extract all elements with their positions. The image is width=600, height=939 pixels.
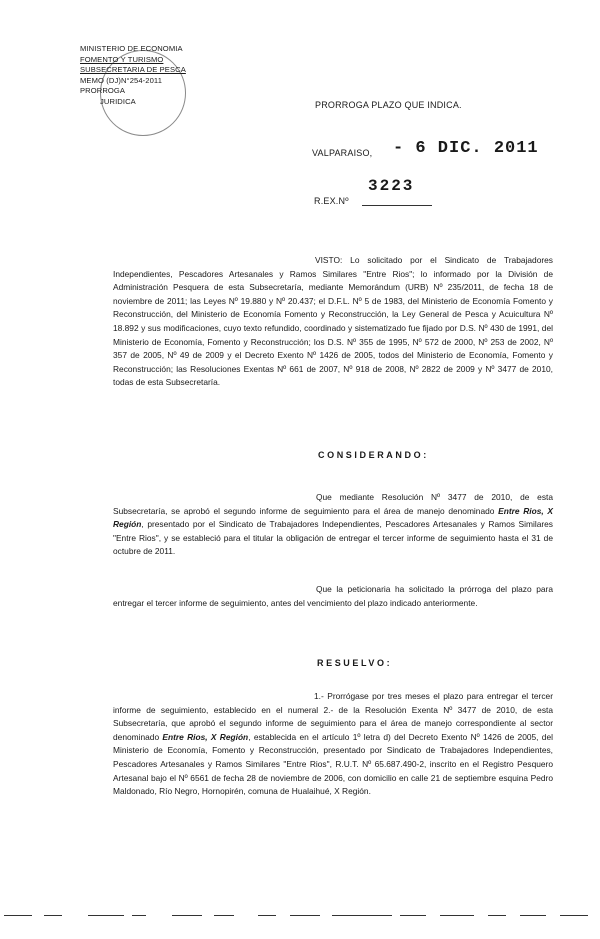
- resolution-underline: [362, 205, 432, 206]
- round-seal-icon: [100, 50, 186, 136]
- stamp-line-subsecretaria: SUBSECRETARIA DE PESCA: [80, 65, 186, 74]
- considerando-heading: CONSIDERANDO:: [318, 450, 429, 460]
- resuelvo-paragraph-1: [113, 690, 553, 799]
- considerando-paragraph-2: Que la peticionaria ha solicitado la prórroga del plazo para entregar el tercer informe de seguimiento, antes del vencimiento del plazo indicado anteriormente.: [113, 584, 553, 608]
- resolution-label: R.EX.Nº: [314, 196, 349, 206]
- resuelvo-p1-area-name: Entre Rios, X Región: [162, 731, 249, 742]
- stamp-line-juridica: JURIDICA: [100, 96, 136, 106]
- considerando-paragraph-1: [113, 491, 553, 559]
- resuelvo-p1-text-a: 1.- Prorrógase por tres meses el plazo para entregar el tercer informe de seguimiento, establecido en el numeral 2.- de la Resolución Exenta Nº 3477 de 2010, de esta Subsecretaría, que aprobó el segundo informe de seguimiento para el área de manejo correspondiente al sector denominado: [113, 691, 553, 742]
- resuelvo-p1-text-b: , establecida en el artículo 1º letra d) del Decreto Exento Nº 1426 de 2005, del Ministerio de Economía, Fomento y Reconstrucción, presentado por Sindicato de Trabajadores Independientes, Pescadores Artesanales y Ramos Similares "Entre Rios", R.U.T. Nº 65.687.490-2, inscrito en el Registro Pesquero Artesanal bajo el Nº 6561 de fecha 28 de noviembre de 2006, con domicilio en calle 21 de septiembre esquina Pedro Maldonado, Río Negro, Hornopirén, comuna de Hualaihué, X Región.: [113, 731, 553, 797]
- issuer-stamp-block: [80, 44, 198, 107]
- resuelvo-heading: RESUELVO:: [317, 658, 393, 668]
- bottom-scan-edge: [0, 915, 600, 919]
- document-subject: PRORROGA PLAZO QUE INDICA.: [315, 100, 462, 110]
- place-label: VALPARAISO,: [312, 148, 373, 158]
- stamp-line-ministry: MINISTERIO DE ECONOMIA: [80, 44, 183, 53]
- date-stamp: - 6 DIC. 2011: [393, 139, 539, 158]
- stamp-line-fomento: FOMENTO Y TURISMO: [80, 54, 164, 64]
- considerando-p1-text-a: Que mediante Resolución Nº 3477 de 2010, de esta Subsecretaría, se aprobó el segundo informe de seguimiento para el área de manejo denominado: [113, 492, 553, 516]
- considerando-p1-text-b: , presentado por el Sindicato de Trabajadores Independientes, Pescadores Artesanales y Ramos Similares "Entre Rios", y se estableció para el titular la obligación de entregar el tercer informe de seguimiento hasta el 31 de octubre de 2011.: [113, 519, 553, 557]
- visto-paragraph: VISTO: Lo solicitado por el Sindicato de Trabajadores Independientes, Pescadores Artesanales y Ramos Similares "Entre Rios"; lo informado por la División de Administración Pesquera de esta Subsecretaría, mediante Memorándum (URB) Nº 235/2011, de fecha 18 de noviembre de 2011; las Leyes Nº 19.880 y Nº 20.437; el D.F.L. Nº 5 de 1983, del Ministerio de Economía Fomento y Reconstrucción, del Ministerio de Economía Fomento y Reconstrucción, la Ley General de Pesca y Acuicultura Nº 18.892 y sus modificaciones, cuyo texto refundido, coordinado y sistematizado fue fijado por D.S. Nº 430 de 1991, del Ministerio de Economía, Fomento y Reconstrucción; los D.S. Nº 355 de 1995, Nº 572 de 2000, Nº 253 de 2002, Nº 357 de 2005, Nº 49 de 2009 y el Decreto Exento Nº 1426 de 2005, todos del Ministerio de Economía, Fomento y Reconstrucción; las Resoluciones Exentas Nº 661 de 2007, Nº 918 de 2008, Nº 2822 de 2009 y Nº 3477 de 2010, todas de esta Subsecretaría.: [113, 255, 553, 388]
- stamp-line-memo: MEMO (DJ)N°254-2011 PRORROGA: [80, 75, 163, 95]
- resolution-number: 3223: [368, 177, 415, 195]
- considerando-p1-area-name: Entre Rios, X Región: [113, 505, 554, 530]
